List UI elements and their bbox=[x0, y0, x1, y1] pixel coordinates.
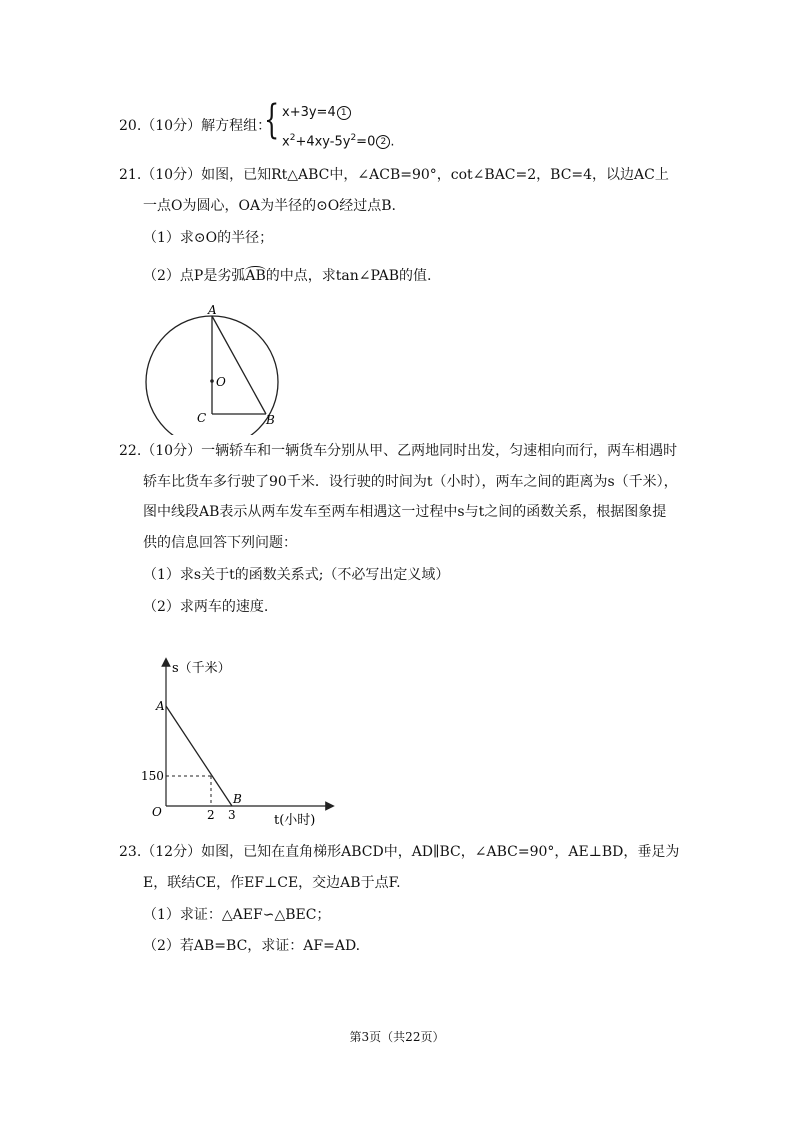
q20-equation-2: $x^2+4xy-5y^2=0$ 2 . bbox=[282, 133, 395, 150]
q23-line-2: E，联结CE，作EF⊥CE，交边AB于点F. bbox=[143, 875, 401, 891]
center-point-o bbox=[210, 379, 214, 383]
segment-ab bbox=[212, 316, 266, 414]
q20-score: （10分） bbox=[141, 118, 202, 134]
q23-line-1: 23.（12分）如图，已知在直角梯形ABCD中，AD∥BC，∠ABC=90°，AE⊥BD，垂足为 bbox=[119, 844, 680, 860]
page-footer: 第3页（共22页） bbox=[349, 1030, 445, 1044]
arc-ab: AB bbox=[245, 268, 266, 284]
q23-number: 23. bbox=[119, 844, 142, 860]
tick-2: 2 bbox=[207, 808, 215, 822]
circled-2: 2 bbox=[376, 135, 390, 149]
label-a: A bbox=[208, 303, 217, 317]
q20-brace: { bbox=[264, 97, 280, 143]
q22-line-2: 轿车比货车多行驶了90千米．设行驶的时间为t（小时），两车之间的距离为s（千米）， bbox=[143, 474, 678, 490]
q22-line-4: 供的信息回答下列问题： bbox=[143, 535, 297, 551]
q22-line-3: 图中线段AB表示从两车发车至两车相遇这一过程中s与t之间的函数关系，根据图象提 bbox=[143, 504, 667, 520]
label-o: O bbox=[216, 375, 226, 389]
q21-number: 21. bbox=[119, 167, 142, 183]
q22-graph bbox=[140, 652, 340, 832]
tick-150: 150 bbox=[141, 769, 164, 783]
label-o: O bbox=[152, 805, 162, 819]
segment-ab bbox=[166, 706, 232, 806]
label-b: B bbox=[233, 792, 242, 806]
q22-line-1: 22.（10分）一辆轿车和一辆货车分别从甲、乙两地同时出发，匀速相向而行，两车相遇时 bbox=[119, 443, 678, 459]
q20-number: 20. bbox=[119, 118, 142, 134]
q20-text: 解方程组： bbox=[201, 118, 272, 134]
q23-score: （12分） bbox=[141, 844, 202, 860]
q22-score: （10分） bbox=[141, 443, 202, 459]
label-c: C bbox=[197, 411, 207, 425]
q21-line-2: 一点O为圆心，OA为半径的⊙O经过点B. bbox=[143, 198, 397, 214]
q21-line-1: 21.（10分）如图，已知Rt△ABC中，∠ACB=90°，cot∠BAC=2，BC=4，以边AC上 bbox=[119, 167, 669, 183]
q22-part-2: （2）求两车的速度. bbox=[143, 599, 269, 615]
circled-1: 1 bbox=[337, 106, 351, 120]
q21-part-2: （2）点P是劣弧AB的中点，求tan∠PAB的值. bbox=[143, 268, 432, 284]
label-a: A bbox=[156, 699, 165, 713]
q22-number: 22. bbox=[119, 443, 142, 459]
q21-score: （10分） bbox=[141, 167, 202, 183]
q23-part-1: （1）求证：△AEF∽△BEC； bbox=[143, 907, 331, 923]
q21-figure bbox=[140, 300, 290, 435]
x-axis-label: t(小时) bbox=[274, 813, 316, 828]
label-b: B bbox=[266, 413, 275, 427]
q22-part-1: （1）求s关于t的函数关系式;（不必写出定义域） bbox=[143, 567, 450, 583]
tick-3: 3 bbox=[228, 808, 236, 822]
q20-header bbox=[119, 117, 271, 135]
q21-part-1: （1）求⊙O的半径； bbox=[143, 230, 274, 246]
q20-equation-1: x+3y=4 1 bbox=[282, 104, 351, 122]
q23-part-2: （2）若AB=BC，求证：AF=AD. bbox=[143, 938, 361, 954]
y-axis-label: s（千米） bbox=[172, 661, 231, 676]
